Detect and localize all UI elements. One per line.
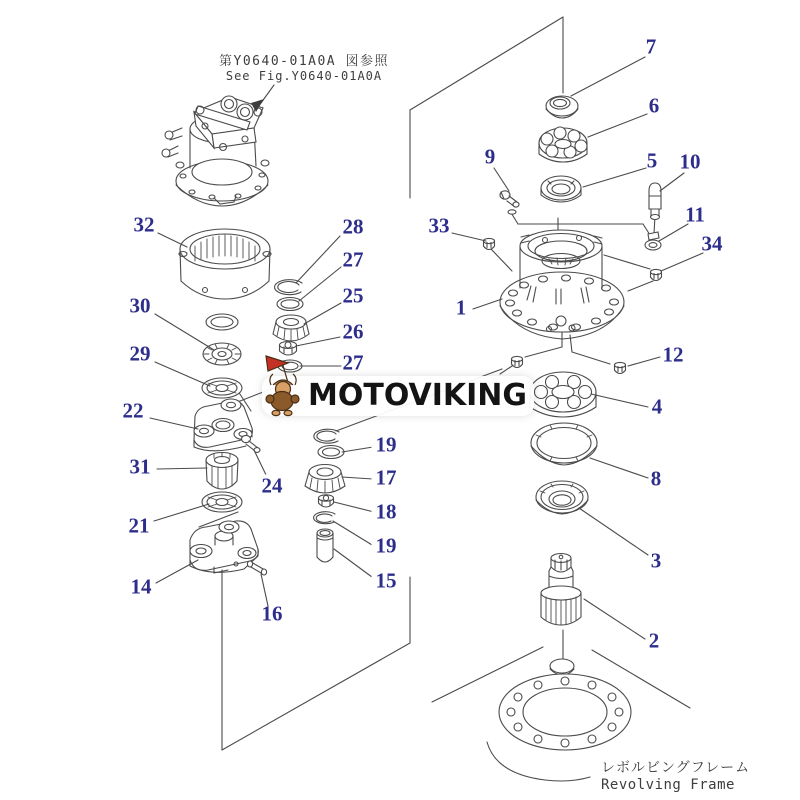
- thrust-ring-drawing: [206, 314, 238, 330]
- part-8-ring: [531, 423, 597, 465]
- revolving-frame-caption-jp: レボルビングフレーム: [601, 760, 751, 776]
- part-label-15: 15: [372, 570, 401, 593]
- part-4-ball-bearing: [530, 372, 596, 417]
- revolving-frame-caption-en: Revolving Frame: [601, 777, 735, 793]
- part-label-31: 31: [129, 454, 151, 479]
- part-7-seal-ring: [546, 96, 578, 118]
- part-25-bearing-cone: [273, 315, 309, 341]
- part-19-ring-lower: [314, 512, 335, 524]
- reference-note: [214, 50, 394, 83]
- part-12-bolt-left: [512, 356, 523, 367]
- part-label-12: 12: [662, 342, 684, 367]
- part-12-bolt-right: [615, 362, 626, 373]
- part-label-26: 26: [342, 319, 364, 344]
- part-label-27b: 27: [342, 350, 364, 375]
- part-19-snap-ring: [314, 429, 339, 443]
- part-label-19: 19: [372, 434, 401, 457]
- part-2-shaft: [541, 554, 581, 626]
- part-33-bolt: [484, 238, 495, 249]
- part-24-screw: [242, 435, 261, 452]
- part-label-7: 7: [645, 34, 657, 59]
- revolving-frame-caption: [601, 757, 750, 793]
- part-label-32: 32: [133, 212, 155, 237]
- part-32-ring-gear: [179, 229, 271, 299]
- part-label-18: 18: [372, 501, 401, 524]
- part-28-snap-ring: [275, 280, 302, 295]
- reference-note-jp: 第Y0640-01A0A 図参照: [219, 54, 389, 69]
- part-label-28: 28: [342, 214, 364, 239]
- part-18-nut: [319, 495, 334, 507]
- part-label-2: 2: [648, 628, 660, 653]
- part-label-6: 6: [648, 93, 660, 118]
- part-label-25: 25: [342, 283, 364, 308]
- part-label-27: 27: [342, 247, 364, 272]
- part-21-thrust-washer: [202, 492, 242, 512]
- watermark-text: MOTOVIKING: [308, 378, 528, 413]
- part-label-14: 14: [130, 574, 152, 599]
- part-label-21: 21: [128, 513, 150, 538]
- part-19-washer: [318, 446, 344, 459]
- part-label-8: 8: [650, 466, 662, 491]
- part-label-3: 3: [650, 548, 662, 573]
- part-label-24: 24: [258, 475, 287, 498]
- part-6-ball-bearing: [539, 127, 587, 162]
- part-22-carrier: [194, 399, 252, 451]
- part-17-bearing-cone: [305, 465, 345, 494]
- part-label-10: 10: [679, 149, 701, 174]
- part-label-5: 5: [646, 148, 658, 173]
- part-5-bearing-race: [541, 176, 581, 202]
- part-1-swing-machinery-case: [500, 230, 624, 339]
- part-15-pin: [317, 529, 333, 562]
- part-label-29: 29: [129, 341, 151, 366]
- part-label-17: 17: [372, 467, 401, 490]
- part-29-thrust-washer: [202, 378, 242, 398]
- part-label-33: 33: [428, 213, 450, 238]
- part-34-bolt: [651, 269, 662, 280]
- swing-motor-assembly-drawing: [162, 96, 269, 206]
- part-31-coupling: [206, 453, 238, 490]
- viking-logo-icon: [258, 352, 308, 418]
- part-label-16: 16: [261, 601, 283, 626]
- reference-note-en: See Fig.Y0640-01A0A: [225, 69, 383, 83]
- frame-hub-drawing: [550, 659, 574, 675]
- part-label-34: 34: [701, 231, 723, 256]
- part-label-4: 4: [651, 394, 663, 419]
- part-label-1: 1: [455, 295, 467, 320]
- part-label-9: 9: [484, 144, 496, 169]
- part-label-19b: 19: [372, 535, 401, 558]
- part-label-22: 22: [122, 398, 144, 423]
- part-16-pin: [247, 561, 266, 575]
- part-9-plug: [500, 191, 519, 214]
- part-10-relief-valve: [649, 183, 661, 220]
- part-label-30: 30: [129, 293, 151, 318]
- part-label-11: 11: [685, 202, 705, 227]
- part-27-washer-upper: [277, 298, 303, 311]
